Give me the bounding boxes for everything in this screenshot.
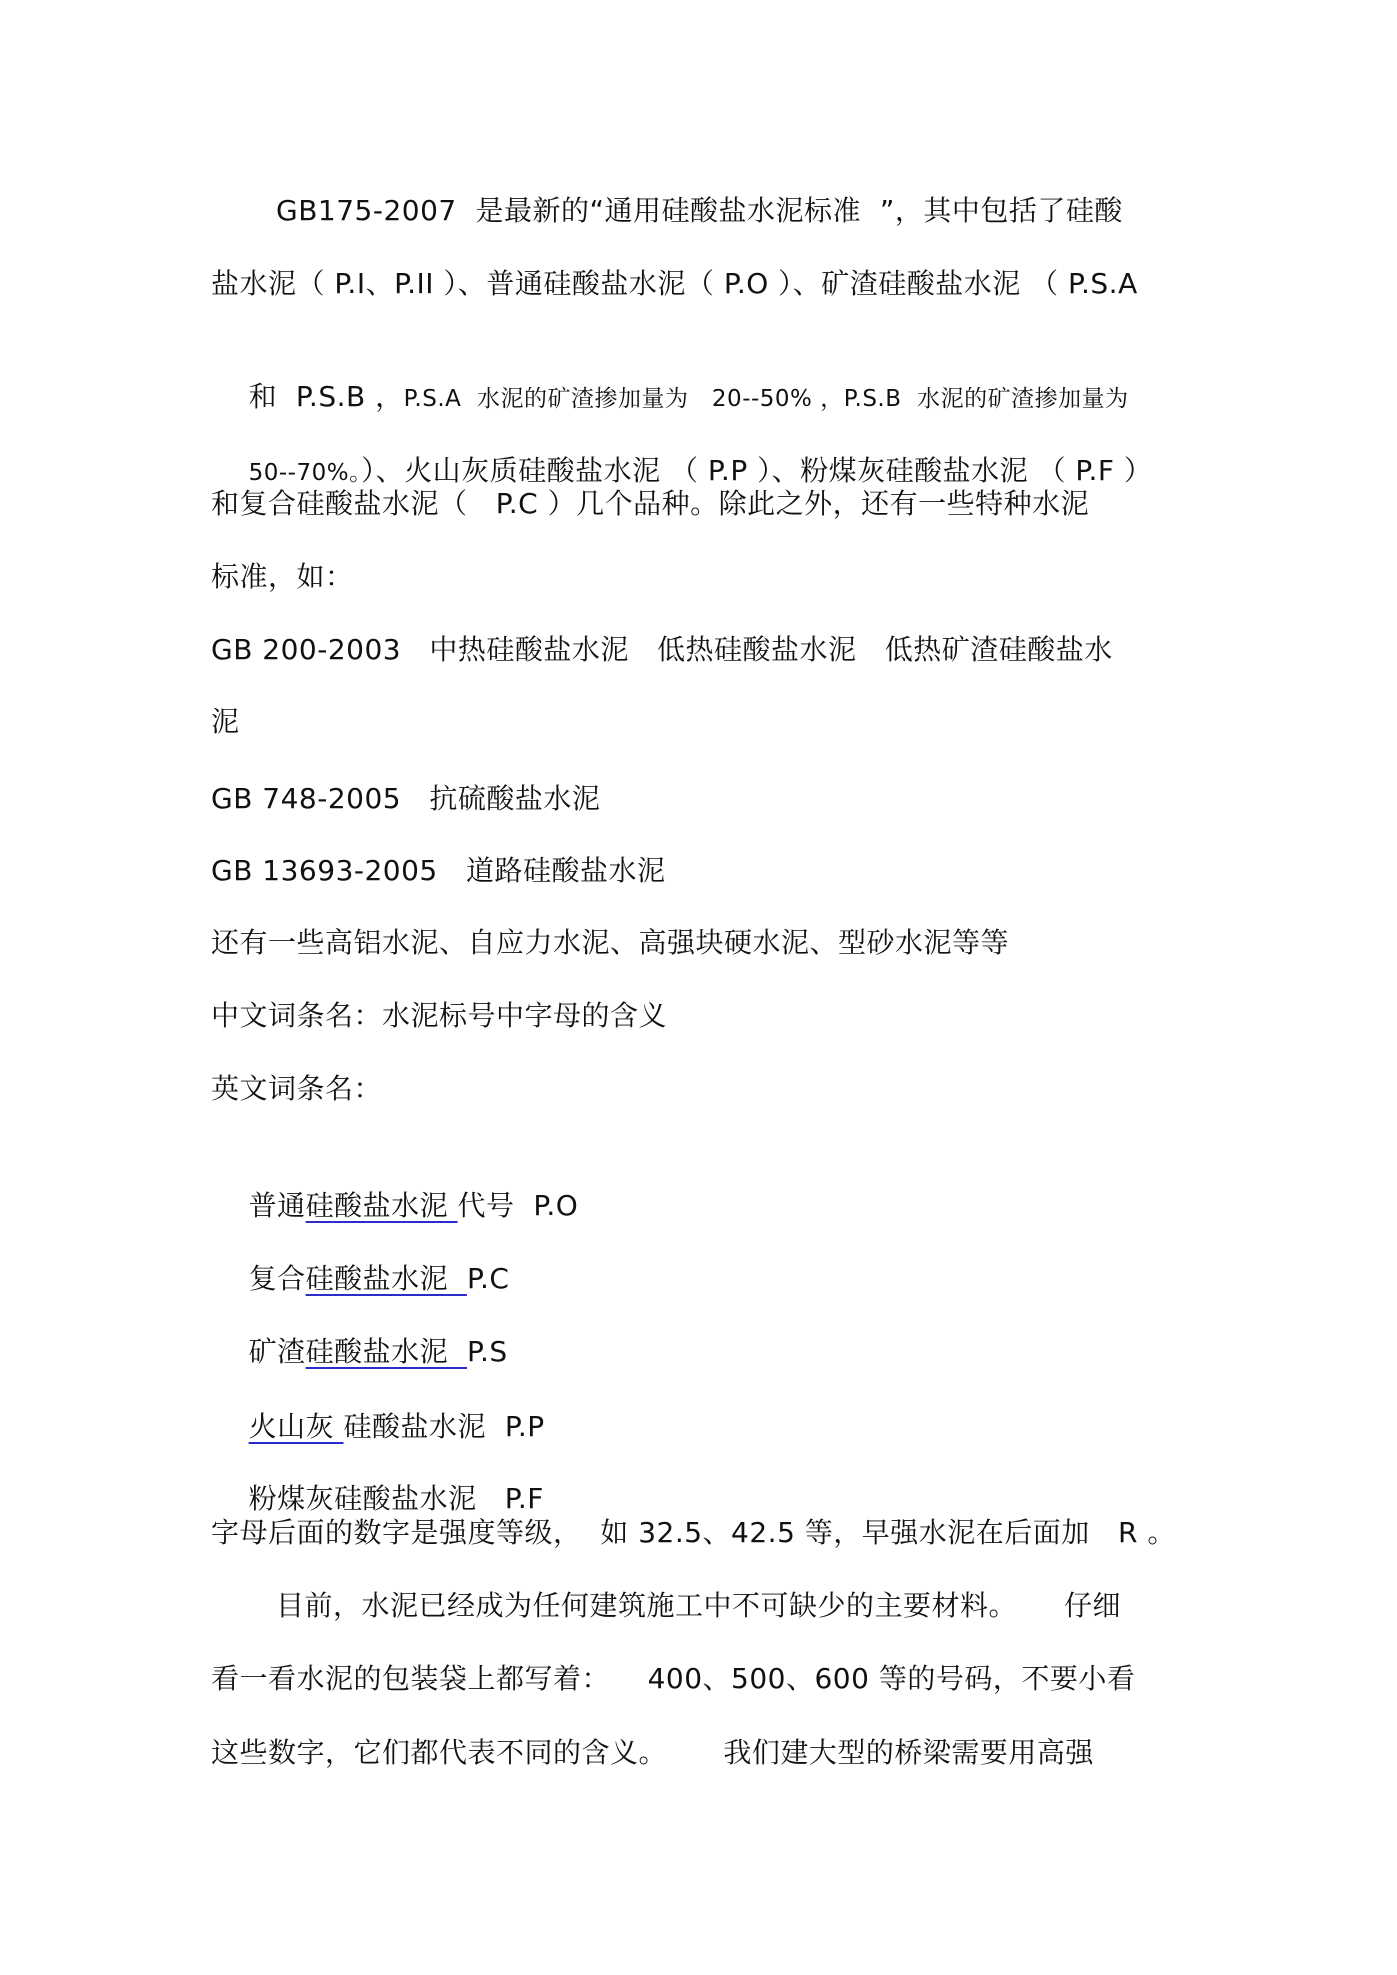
code-prefix: 复合 — [248, 1262, 306, 1295]
paragraph-line: 盐水泥（ P.I、P.II ）、普通硅酸盐水泥（ P.O ）、矿渣硅酸盐水泥 （ P.S.A — [211, 267, 1138, 300]
code-suffix: 硅酸盐水泥 P.P — [343, 1410, 545, 1443]
en-entry-name: 英文词条名： — [211, 1072, 383, 1105]
closing-line: 目前，水泥已经成为任何建筑施工中不可缺少的主要材料。 仔细 — [276, 1589, 1122, 1622]
code-suffix: P.C — [466, 1262, 510, 1295]
standard-line-gb13693: GB 13693-2005 道路硅酸盐水泥 — [211, 854, 666, 887]
cement-link[interactable]: 硅酸盐水泥 — [305, 1262, 467, 1295]
cn-entry-name: 中文词条名：水泥标号中字母的含义 — [211, 999, 668, 1032]
closing-line: 这些数字，它们都代表不同的含义。 我们建大型的桥梁需要用高强 — [211, 1736, 1094, 1769]
paragraph-text-small: 50--70%。 — [248, 460, 362, 486]
standard-line-gb200: GB 200-2003 中热硅酸盐水泥 低热硅酸盐水泥 低热矿渣硅酸盐水 — [211, 633, 1113, 666]
code-suffix: 粉煤灰硅酸盐水泥 P.F — [248, 1482, 544, 1515]
paragraph-text-small: P.S.A 水泥的矿渣掺加量为 20--50% ，P.S.B 水泥的矿渣掺加量为 — [403, 386, 1129, 412]
code-suffix: P.S — [466, 1335, 508, 1368]
paragraph-text: ）、火山灰质硅酸盐水泥 （ P.P ）、粉煤灰硅酸盐水泥 （ P.F ） — [361, 454, 1153, 487]
code-suffix: 代号 P.O — [457, 1189, 579, 1222]
paragraph-line: 和复合硅酸盐水泥（ P.C ）几个品种。除此之外，还有一些特种水泥 — [211, 487, 1090, 520]
standard-line-gb200-cont: 泥 — [211, 705, 240, 738]
standard-line-gb748: GB 748-2005 抗硫酸盐水泥 — [211, 782, 601, 815]
code-prefix: 矿渣 — [248, 1335, 306, 1368]
paragraph-text: 和 P.S.B ， — [248, 380, 404, 413]
volcanic-ash-link[interactable]: 火山灰 — [248, 1410, 344, 1443]
paragraph-line: GB175-2007 是最新的“通用硅酸盐水泥标准 ”，其中包括了硅酸 — [276, 194, 1123, 227]
cement-link[interactable]: 硅酸盐水泥 — [305, 1335, 467, 1368]
paragraph-line: 标准，如： — [211, 560, 354, 593]
grade-note-line: 字母后面的数字是强度等级， 如 32.5、42.5 等，早强水泥在后面加 R 。 — [211, 1516, 1176, 1549]
closing-line: 看一看水泥的包装袋上都写着： 400、500、600 等的号码，不要小看 — [211, 1662, 1136, 1695]
other-cements-line: 还有一些高铝水泥、自应力水泥、高强块硬水泥、型砂水泥等等 — [211, 926, 1010, 959]
code-prefix: 普通 — [248, 1189, 306, 1222]
cement-link[interactable]: 硅酸盐水泥 — [305, 1189, 458, 1222]
